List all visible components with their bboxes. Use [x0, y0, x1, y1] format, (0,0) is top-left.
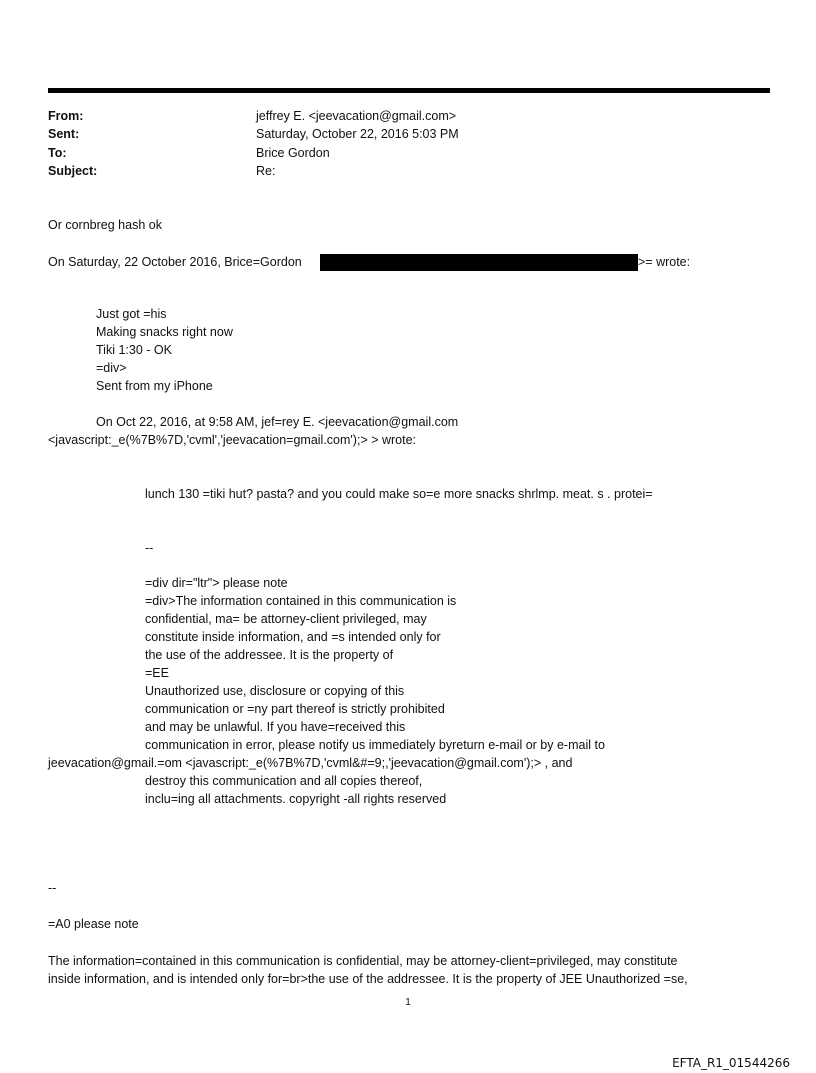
- quoted-line: =div>: [96, 361, 127, 375]
- header-rule: [48, 88, 770, 93]
- disclaimer-paragraph-line: The information=contained in this communication is confidential, may be attorney-client=privileged, may constitute: [48, 954, 678, 968]
- quoted-line: Sent from my iPhone: [96, 379, 213, 393]
- nested-disclaimer-line: =EE: [145, 666, 169, 680]
- nested-disclaimer-line: destroy this communication and all copies thereof,: [145, 774, 423, 788]
- nested-disclaimer-line: communication in error, please notify us immediately byreturn e-mail or by e-mail to: [145, 738, 605, 752]
- sent-label: Sent:: [48, 127, 80, 141]
- subject-value: Re:: [256, 164, 276, 178]
- nested-intro-line: <javascript:_e(%7B%7D,'cvml','jeevacation=gmail.com');> > wrote:: [48, 433, 417, 447]
- nested-disclaimer-line: the use of the addressee. It is the property of: [145, 648, 394, 662]
- sent-value: Saturday, October 22, 2016 5:03 PM: [256, 127, 459, 141]
- nested-disclaimer-email-line: jeevacation@gmail.=om <javascript:_e(%7B%7D,'cvml&#=9;,'jeevacation@gmail.com');> , and: [48, 756, 573, 770]
- redaction-bar: [320, 254, 638, 271]
- nested-disclaimer-line: inclu=ing all attachments. copyright -all rights reserved: [145, 792, 447, 806]
- quote-intro-prefix: On Saturday, 22 October 2016, Brice=Gordon: [48, 255, 302, 269]
- subject-label: Subject:: [48, 164, 98, 178]
- nested-signature-dash: --: [145, 541, 154, 555]
- nested-disclaimer-line: confidential, ma= be attorney-client privileged, may: [145, 612, 427, 626]
- nested-intro-line: On Oct 22, 2016, at 9:58 AM, jef=rey E. <jeevacation@gmail.com: [96, 415, 459, 429]
- to-label: To:: [48, 146, 67, 160]
- from-value: jeffrey E. <jeevacation@gmail.com>: [256, 109, 457, 123]
- quoted-line: Just got =his: [96, 307, 167, 321]
- from-label: From:: [48, 109, 84, 123]
- bates-number: EFTA_R1_01544266: [672, 1056, 790, 1070]
- quoted-line: Tiki 1:30 - OK: [96, 343, 172, 357]
- please-note-line: =A0 please note: [48, 917, 139, 931]
- nested-disclaimer-line: communication or =ny part thereof is strictly prohibited: [145, 702, 445, 716]
- nested-disclaimer-line: constitute inside information, and =s intended only for: [145, 630, 441, 644]
- nested-disclaimer-line: =div dir="ltr"> please note: [145, 576, 288, 590]
- disclaimer-paragraph-line: inside information, and is intended only for=br>the use of the addressee. It is the property of JEE Unauthorized =se,: [48, 972, 688, 986]
- page-number: 1: [405, 997, 411, 1008]
- quote-intro-suffix: >= wrote:: [638, 255, 691, 269]
- quoted-line: Making snacks right now: [96, 325, 233, 339]
- nested-disclaimer-line: Unauthorized use, disclosure or copying of this: [145, 684, 405, 698]
- nested-message: lunch 130 =tiki hut? pasta? and you could make so=e more snacks shrlmp. meat. s . protei=: [145, 487, 653, 501]
- to-value: Brice Gordon: [256, 146, 330, 160]
- nested-disclaimer-line: and may be unlawful. If you have=received this: [145, 720, 406, 734]
- signature-dash: --: [48, 881, 57, 895]
- reply-line: Or cornbreg hash ok: [48, 218, 162, 232]
- nested-disclaimer-line: =div>The information contained in this communication is: [145, 594, 457, 608]
